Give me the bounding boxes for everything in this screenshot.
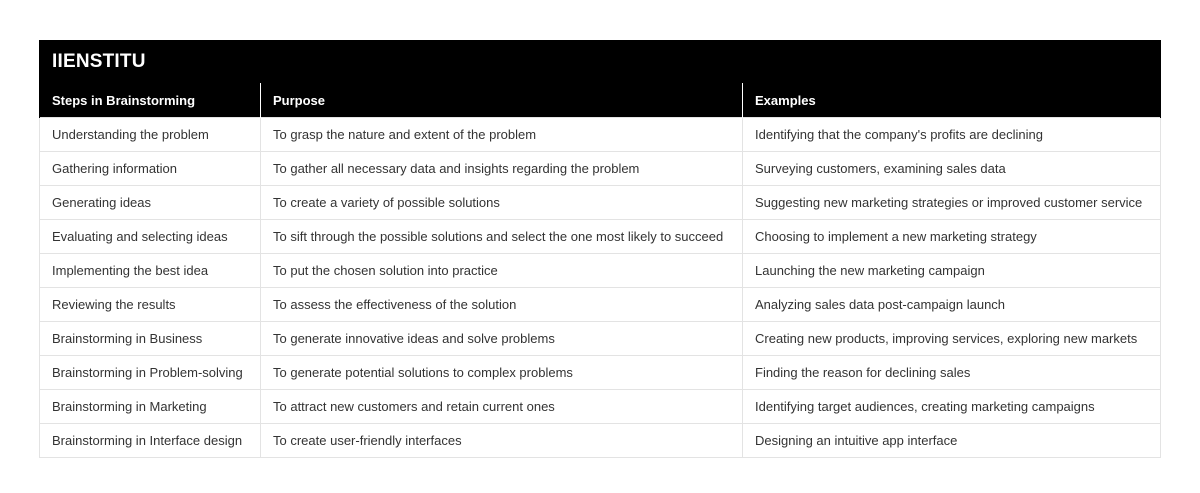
step-cell: Evaluating and selecting ideas xyxy=(40,220,261,254)
example-cell: Identifying that the company's profits are declining xyxy=(743,118,1161,152)
table-row xyxy=(40,220,1161,254)
table-row xyxy=(40,186,1161,220)
purpose-cell: To create a variety of possible solutions xyxy=(261,186,743,220)
purpose-cell: To generate innovative ideas and solve problems xyxy=(261,322,743,356)
purpose-cell: To attract new customers and retain current ones xyxy=(261,390,743,424)
purpose-cell: To grasp the nature and extent of the problem xyxy=(261,118,743,152)
step-cell: Understanding the problem xyxy=(40,118,261,152)
purpose-cell: To assess the effectiveness of the solution xyxy=(261,288,743,322)
header-row xyxy=(40,83,1161,118)
table-row xyxy=(40,118,1161,152)
table-row xyxy=(40,322,1161,356)
example-cell: Designing an intuitive app interface xyxy=(743,424,1161,458)
step-cell: Generating ideas xyxy=(40,186,261,220)
example-cell: Identifying target audiences, creating marketing campaigns xyxy=(743,390,1161,424)
example-cell: Creating new products, improving services, exploring new markets xyxy=(743,322,1161,356)
example-cell: Choosing to implement a new marketing strategy xyxy=(743,220,1161,254)
table-row xyxy=(40,254,1161,288)
example-cell: Suggesting new marketing strategies or improved customer service xyxy=(743,186,1161,220)
brand-title: IIENSTITU xyxy=(40,41,1161,83)
column-header-purpose: Purpose xyxy=(261,83,743,118)
table-row xyxy=(40,288,1161,322)
purpose-cell: To put the chosen solution into practice xyxy=(261,254,743,288)
step-cell: Brainstorming in Marketing xyxy=(40,390,261,424)
purpose-cell: To gather all necessary data and insights regarding the problem xyxy=(261,152,743,186)
purpose-cell: To generate potential solutions to complex problems xyxy=(261,356,743,390)
brainstorming-table xyxy=(39,40,1161,458)
brainstorming-table-container xyxy=(39,40,1160,458)
example-cell: Analyzing sales data post-campaign launch xyxy=(743,288,1161,322)
step-cell: Implementing the best idea xyxy=(40,254,261,288)
step-cell: Brainstorming in Problem-solving xyxy=(40,356,261,390)
table-row xyxy=(40,424,1161,458)
purpose-cell: To sift through the possible solutions and select the one most likely to succeed xyxy=(261,220,743,254)
example-cell: Finding the reason for declining sales xyxy=(743,356,1161,390)
table-row xyxy=(40,356,1161,390)
column-header-examples: Examples xyxy=(743,83,1161,118)
table-row xyxy=(40,152,1161,186)
brand-row xyxy=(40,41,1161,83)
example-cell: Surveying customers, examining sales data xyxy=(743,152,1161,186)
table-row xyxy=(40,390,1161,424)
step-cell: Brainstorming in Interface design xyxy=(40,424,261,458)
example-cell: Launching the new marketing campaign xyxy=(743,254,1161,288)
column-header-steps: Steps in Brainstorming xyxy=(40,83,261,118)
step-cell: Brainstorming in Business xyxy=(40,322,261,356)
step-cell: Reviewing the results xyxy=(40,288,261,322)
purpose-cell: To create user-friendly interfaces xyxy=(261,424,743,458)
step-cell: Gathering information xyxy=(40,152,261,186)
